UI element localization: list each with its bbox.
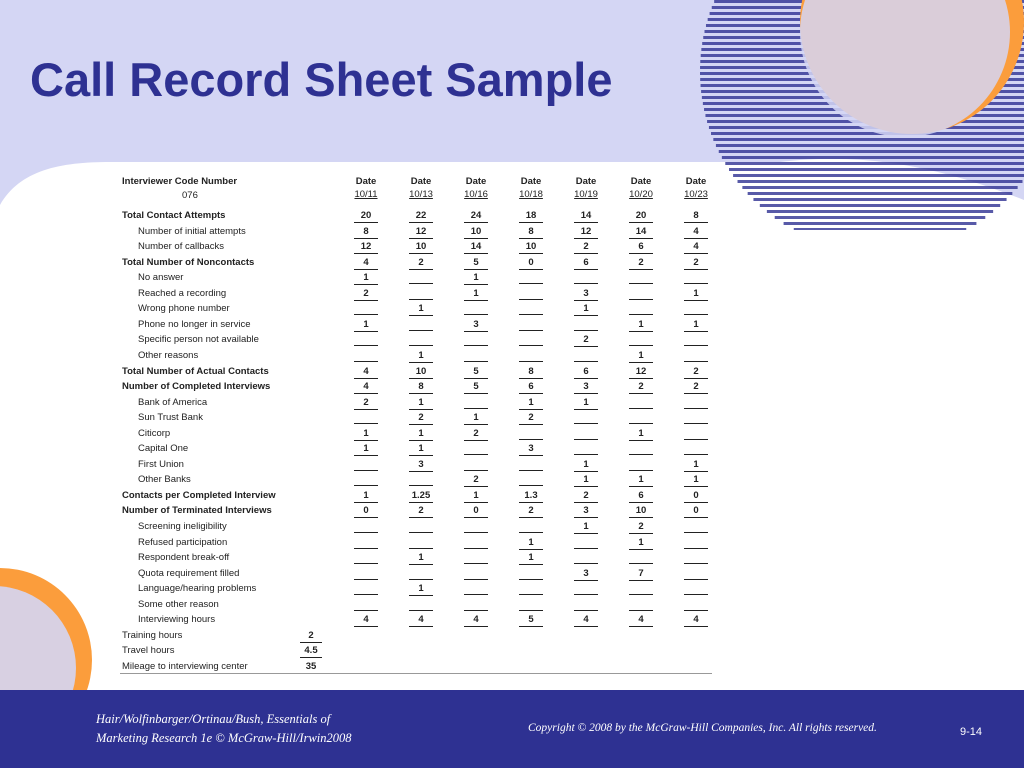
row-value: [574, 552, 598, 564]
row-value: 1: [354, 428, 378, 441]
row-value: 4: [409, 614, 433, 627]
row-label: Quota requirement filled: [138, 567, 240, 579]
row-value: [519, 568, 543, 580]
row-value: [409, 537, 433, 549]
summary-value: 2: [300, 630, 322, 643]
interviewer-code-value: 076: [182, 190, 198, 201]
row-value: 6: [574, 366, 598, 379]
row-value: [684, 552, 708, 564]
footer-citation-line-2: Marketing Research 1e © McGraw-Hill/Irwin2008: [96, 731, 352, 745]
row-value: 1: [409, 583, 433, 596]
row-value: 1: [464, 272, 488, 285]
row-value: 8: [354, 226, 378, 239]
row-value: [519, 459, 543, 471]
row-label: Capital One: [138, 443, 189, 455]
row-value: [464, 303, 488, 315]
row-value: [354, 459, 378, 471]
row-value: [684, 397, 708, 409]
date-header-label: Date: [410, 176, 432, 187]
row-value: 1: [354, 272, 378, 285]
row-label: No answer: [138, 272, 184, 284]
row-value: 14: [464, 241, 488, 254]
row-value: [574, 428, 598, 440]
row-value: [629, 412, 653, 424]
row-value: 5: [464, 381, 488, 394]
row-value: [354, 552, 378, 564]
row-value: [519, 428, 543, 440]
row-value: [629, 459, 653, 471]
row-value: 10: [464, 226, 488, 239]
row-value: [519, 334, 543, 346]
row-value: 4: [354, 614, 378, 627]
stripe-line: [748, 192, 1013, 195]
row-value: [684, 334, 708, 346]
row-value: 2: [409, 505, 433, 518]
row-value: [629, 272, 653, 284]
row-value: 2: [684, 366, 708, 379]
row-label: Phone no longer in service: [138, 318, 251, 330]
row-value: 4: [684, 241, 708, 254]
row-value: 12: [354, 241, 378, 254]
slide-title: Call Record Sheet Sample: [30, 53, 613, 106]
row-value: 0: [684, 505, 708, 518]
row-value: 2: [574, 334, 598, 347]
stripe-line: [742, 186, 1017, 189]
row-value: 1: [684, 459, 708, 472]
row-value: [409, 474, 433, 486]
row-value: 5: [464, 366, 488, 379]
row-value: 24: [464, 210, 488, 223]
row-value: 1: [354, 443, 378, 456]
row-label: Interviewing hours: [138, 614, 216, 626]
row-value: [684, 568, 708, 580]
row-value: [629, 552, 653, 564]
row-value: 20: [354, 210, 378, 223]
row-value: [574, 412, 598, 424]
row-value: 1.25: [409, 490, 433, 503]
row-value: 8: [409, 381, 433, 394]
row-label: Wrong phone number: [138, 303, 230, 315]
row-value: 2: [574, 241, 598, 254]
row-value: [409, 319, 433, 331]
row-value: 1: [519, 397, 543, 410]
row-value: 1: [464, 288, 488, 301]
date-header-value: 10/18: [519, 189, 543, 200]
row-value: 1: [574, 303, 598, 316]
row-value: 14: [574, 210, 598, 223]
row-value: [464, 552, 488, 564]
row-value: 2: [684, 257, 708, 270]
row-value: [354, 474, 378, 486]
row-value: 3: [574, 381, 598, 394]
row-value: [574, 599, 598, 611]
row-label: Other reasons: [138, 350, 199, 361]
row-value: [464, 537, 488, 549]
row-value: 4: [354, 366, 378, 379]
row-value: 1: [409, 397, 433, 410]
row-value: 1: [409, 428, 433, 441]
stripe-line: [722, 156, 1024, 159]
row-value: 4: [354, 381, 378, 394]
row-value: 1: [409, 552, 433, 565]
row-value: 22: [409, 210, 433, 223]
row-value: [519, 521, 543, 533]
row-value: 0: [519, 257, 543, 270]
row-value: 1: [684, 474, 708, 487]
row-value: 12: [409, 226, 433, 239]
row-value: 2: [354, 288, 378, 301]
row-value: 1: [629, 428, 653, 441]
row-value: [574, 583, 598, 595]
row-value: [574, 272, 598, 284]
row-value: [354, 568, 378, 580]
row-value: 12: [629, 366, 653, 379]
footer-citation: [96, 710, 352, 748]
row-value: 2: [629, 381, 653, 394]
row-value: [519, 288, 543, 300]
row-value: [519, 350, 543, 362]
stripe-line: [753, 198, 1006, 201]
row-value: [684, 428, 708, 440]
footer-citation-line-1: Hair/Wolfinbarger/Ortinau/Bush, Essentials of: [96, 712, 331, 726]
row-value: [684, 412, 708, 424]
row-value: [519, 474, 543, 486]
row-value: [684, 521, 708, 533]
row-value: 3: [409, 459, 433, 472]
row-value: 3: [574, 505, 598, 518]
row-value: [409, 272, 433, 284]
row-value: [519, 583, 543, 595]
row-value: 0: [684, 490, 708, 503]
stripe-line: [760, 204, 1000, 207]
row-value: [354, 521, 378, 533]
row-value: [354, 334, 378, 346]
row-value: [629, 334, 653, 346]
date-header-label: Date: [465, 176, 487, 187]
summary-label: Mileage to interviewing center: [122, 661, 248, 672]
row-value: 12: [574, 226, 598, 239]
call-record-sheet: [110, 166, 720, 676]
row-value: 1: [684, 288, 708, 301]
row-value: 1: [354, 319, 378, 332]
row-value: 1: [574, 521, 598, 534]
stripe-line: [784, 222, 977, 225]
row-value: 1: [464, 490, 488, 503]
row-value: 2: [409, 412, 433, 425]
row-value: [354, 599, 378, 611]
stripe-line: [716, 144, 1024, 147]
date-header-value: 10/19: [574, 189, 598, 200]
row-value: [519, 599, 543, 611]
summary-value: 4.5: [300, 645, 322, 658]
row-value: 4: [629, 614, 653, 627]
date-header-value: 10/20: [629, 189, 653, 200]
row-value: [409, 521, 433, 533]
row-value: 7: [629, 568, 653, 581]
row-label: Number of Completed Interviews: [122, 381, 271, 393]
row-value: 1: [629, 319, 653, 332]
row-value: 2: [409, 257, 433, 270]
stripe-line: [775, 216, 986, 219]
row-value: 1: [464, 412, 488, 425]
stripe-line: [738, 180, 1023, 183]
row-value: [629, 599, 653, 611]
row-value: 1: [629, 537, 653, 550]
row-value: [684, 350, 708, 362]
row-label: Citicorp: [138, 427, 171, 439]
row-value: [684, 272, 708, 284]
row-value: 1: [519, 552, 543, 565]
row-value: 4: [464, 614, 488, 627]
row-value: 6: [629, 241, 653, 254]
date-header-value: 10/16: [464, 189, 488, 200]
row-value: 1: [629, 474, 653, 487]
row-value: [409, 334, 433, 346]
row-value: [519, 272, 543, 284]
row-value: [354, 537, 378, 549]
row-label: Other Banks: [138, 474, 191, 486]
date-header-label: Date: [685, 176, 707, 187]
row-value: [354, 350, 378, 362]
stripe-line: [733, 174, 1024, 177]
row-value: [629, 397, 653, 409]
row-value: 1.3: [519, 490, 543, 503]
row-label: Contacts per Completed Interview: [122, 489, 276, 501]
row-value: [464, 443, 488, 455]
date-header-value: 10/11: [354, 189, 378, 200]
row-value: 5: [464, 257, 488, 270]
row-label: Total Number of Noncontacts: [122, 256, 255, 268]
row-value: [574, 319, 598, 331]
row-value: 0: [464, 505, 488, 518]
stripe-line: [711, 132, 1024, 135]
row-label: Sun Trust Bank: [138, 412, 203, 424]
footer-copyright: Copyright © 2008 by the McGraw-Hill Companies, Inc. All rights reserved.: [528, 722, 877, 734]
row-value: [574, 350, 598, 362]
row-value: [464, 397, 488, 409]
row-label: Number of initial attempts: [138, 225, 246, 237]
row-value: [464, 334, 488, 346]
row-value: [684, 537, 708, 549]
interviewer-code-label: Interviewer Code Number: [122, 176, 238, 187]
row-value: 2: [519, 412, 543, 425]
date-header-value: 10/23: [684, 189, 708, 200]
row-value: [574, 537, 598, 549]
row-value: 1: [574, 459, 598, 472]
row-label: Specific person not available: [138, 334, 259, 346]
row-label: Some other reason: [138, 598, 219, 610]
row-label: First Union: [138, 458, 184, 470]
row-value: 2: [519, 505, 543, 518]
row-value: 1: [574, 474, 598, 487]
row-label: Number of callbacks: [138, 241, 225, 253]
stripe-line: [719, 150, 1024, 153]
row-value: [464, 521, 488, 533]
row-value: 1: [629, 350, 653, 363]
row-value: 2: [464, 428, 488, 441]
row-value: 2: [629, 257, 653, 270]
row-value: [409, 599, 433, 611]
row-value: 5: [519, 614, 543, 627]
row-label: Number of Terminated Interviews: [122, 505, 272, 517]
row-value: 3: [519, 443, 543, 456]
row-value: 3: [464, 319, 488, 332]
row-value: 4: [684, 614, 708, 627]
row-value: 10: [409, 241, 433, 254]
row-value: 3: [574, 288, 598, 301]
row-value: [519, 319, 543, 331]
row-value: [409, 568, 433, 580]
row-value: 1: [519, 537, 543, 550]
row-value: 10: [629, 505, 653, 518]
row-value: [684, 583, 708, 595]
row-label: Language/hearing problems: [138, 583, 257, 595]
row-value: [519, 303, 543, 315]
stripe-line: [729, 168, 1024, 171]
row-label: Screening ineligibility: [138, 521, 227, 532]
row-value: [629, 443, 653, 455]
row-value: 3: [574, 568, 598, 581]
row-value: [354, 412, 378, 424]
row-label: Respondent break-off: [138, 552, 230, 564]
summary-value: 35: [300, 661, 322, 674]
row-value: 6: [519, 381, 543, 394]
row-value: 1: [574, 397, 598, 410]
row-value: [409, 288, 433, 300]
row-value: 8: [684, 210, 708, 223]
row-value: 14: [629, 226, 653, 239]
row-value: 6: [574, 257, 598, 270]
row-value: [354, 583, 378, 595]
date-header-label: Date: [355, 176, 377, 187]
row-value: 18: [519, 210, 543, 223]
summary-label: Travel hours: [122, 645, 175, 657]
row-value: 8: [519, 226, 543, 239]
row-value: 1: [409, 303, 433, 316]
date-header-label: Date: [520, 176, 542, 187]
page-number: 9-14: [960, 726, 983, 738]
row-value: 2: [629, 521, 653, 534]
date-header-label: Date: [575, 176, 597, 187]
row-value: 10: [519, 241, 543, 254]
row-value: 8: [519, 366, 543, 379]
row-label: Bank of America: [138, 396, 208, 408]
stripe-line: [767, 210, 993, 213]
row-value: 1: [409, 350, 433, 363]
row-value: 0: [354, 505, 378, 518]
row-value: [464, 599, 488, 611]
row-label: Reached a recording: [138, 287, 227, 299]
sheet-bottom-rule: [120, 673, 712, 674]
row-value: [464, 459, 488, 471]
row-value: 10: [409, 366, 433, 379]
row-value: 4: [684, 226, 708, 239]
row-value: 4: [354, 257, 378, 270]
row-value: [629, 303, 653, 315]
stripe-line: [725, 162, 1024, 165]
row-value: [684, 303, 708, 315]
summary-label: Training hours: [122, 629, 183, 641]
row-value: 2: [354, 397, 378, 410]
row-value: [629, 583, 653, 595]
row-label: Total Number of Actual Contacts: [122, 365, 269, 377]
row-value: [684, 443, 708, 455]
date-header-value: 10/13: [409, 189, 433, 200]
row-value: [354, 303, 378, 315]
row-value: [574, 443, 598, 455]
date-header-label: Date: [630, 176, 652, 187]
row-value: [464, 583, 488, 595]
row-value: 1: [354, 490, 378, 503]
row-value: 20: [629, 210, 653, 223]
stripe-line: [713, 138, 1024, 141]
row-value: 4: [574, 614, 598, 627]
row-value: 2: [684, 381, 708, 394]
row-value: [464, 568, 488, 580]
row-value: 2: [574, 490, 598, 503]
row-value: [629, 288, 653, 300]
row-value: [464, 350, 488, 362]
row-value: [684, 599, 708, 611]
row-label: Total Contact Attempts: [122, 210, 226, 221]
row-value: 1: [409, 443, 433, 456]
row-value: 6: [629, 490, 653, 503]
row-value: 1: [684, 319, 708, 332]
row-value: 2: [464, 474, 488, 487]
row-label: Refused participation: [138, 536, 228, 548]
